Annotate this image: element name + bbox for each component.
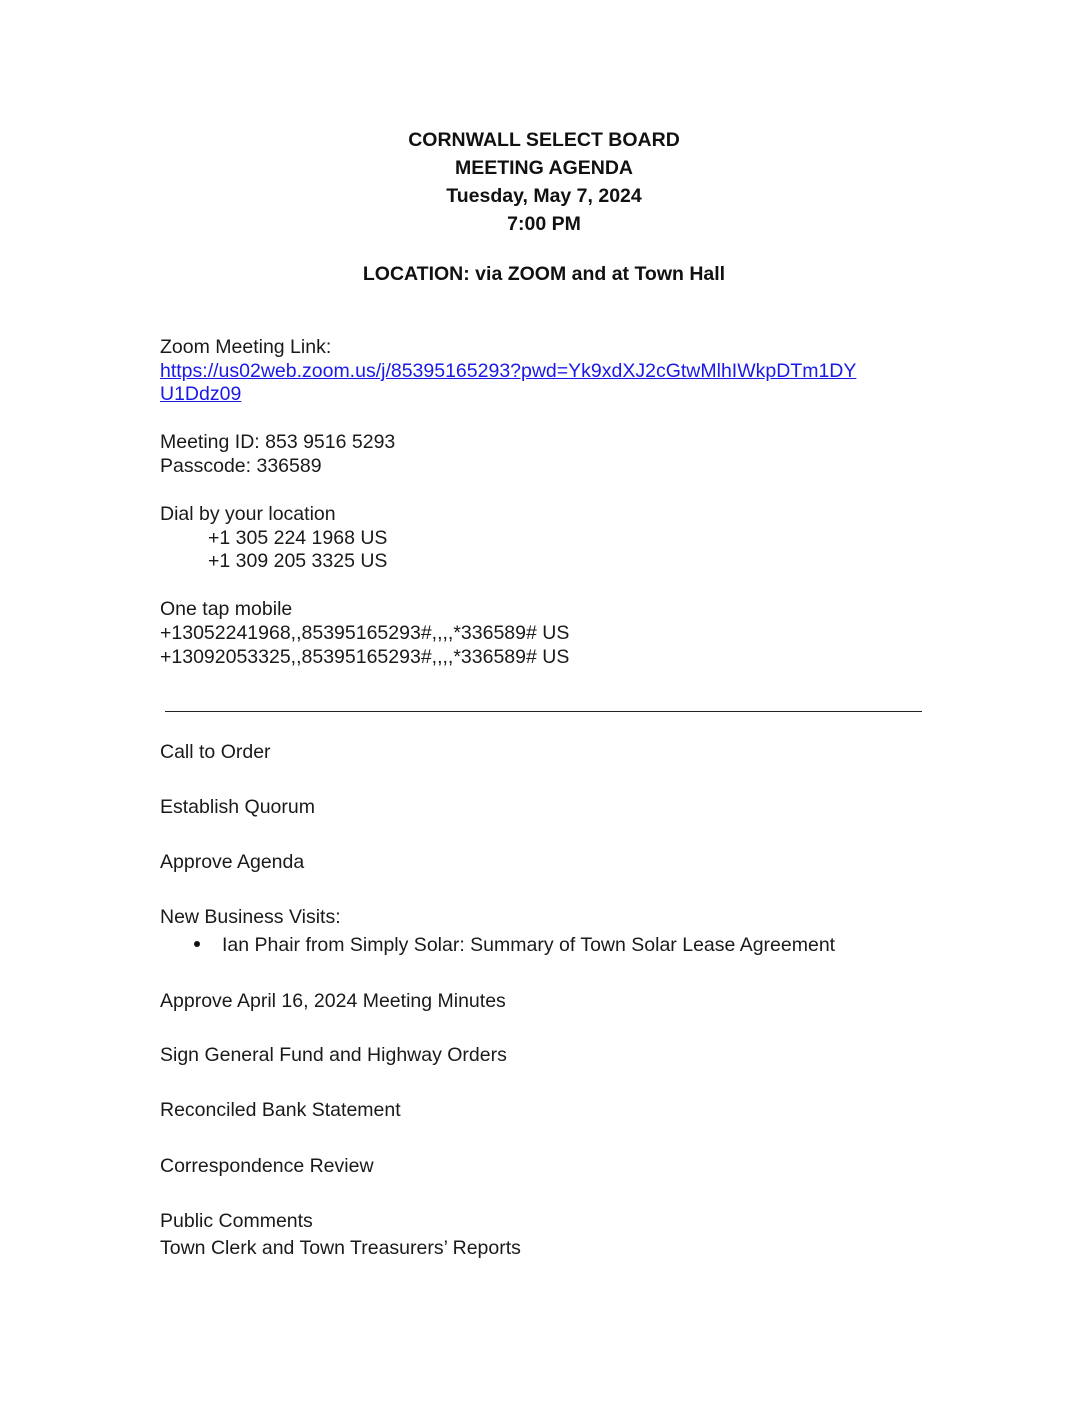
agenda-item: Sign General Fund and Highway Orders: [160, 1044, 507, 1066]
one-tap-label: One tap mobile: [160, 598, 293, 620]
meeting-date: Tuesday, May 7, 2024: [446, 185, 642, 207]
one-tap-number: +13052241968,,85395165293#,,,,*336589# US: [160, 622, 570, 644]
agenda-sub-item-text: Ian Phair from Simply Solar: Summary of Town Solar Lease Agreement: [222, 934, 836, 956]
zoom-link-line-2[interactable]: U1Ddz09: [160, 383, 242, 405]
passcode: Passcode: 336589: [160, 455, 322, 477]
agenda-header: [0, 126, 1088, 238]
agenda-item: Town Clerk and Town Treasurers’ Reports: [160, 1237, 521, 1259]
agenda-item: Public Comments: [160, 1210, 313, 1232]
zoom-link-line-1[interactable]: https://us02web.zoom.us/j/85395165293?pwd=Yk9xdXJ2cGtwMlhIWkpDTm1DY: [160, 360, 857, 382]
agenda-sub-item: [194, 933, 835, 957]
agenda-item: New Business Visits:: [160, 906, 341, 928]
dial-label: Dial by your location: [160, 503, 336, 525]
dial-number: +1 305 224 1968 US: [208, 527, 388, 549]
zoom-link-label: Zoom Meeting Link:: [160, 336, 332, 358]
one-tap-number: +13092053325,,85395165293#,,,,*336589# US: [160, 646, 570, 668]
document-title: MEETING AGENDA: [454, 157, 634, 179]
meeting-id: Meeting ID: 853 9516 5293: [160, 431, 396, 453]
agenda-item: Correspondence Review: [160, 1155, 374, 1177]
section-divider: [165, 711, 922, 712]
agenda-item: Establish Quorum: [160, 796, 315, 818]
meeting-location: LOCATION: via ZOOM and at Town Hall: [362, 263, 726, 285]
meeting-time: 7:00 PM: [507, 213, 581, 235]
agenda-item: Call to Order: [160, 741, 271, 763]
dial-number: +1 309 205 3325 US: [208, 550, 388, 572]
bullet-icon: [194, 941, 200, 947]
agenda-item: Approve April 16, 2024 Meeting Minutes: [160, 990, 506, 1012]
org-title: CORNWALL SELECT BOARD: [408, 129, 680, 151]
agenda-item: Approve Agenda: [160, 851, 305, 873]
agenda-item: Reconciled Bank Statement: [160, 1099, 401, 1121]
